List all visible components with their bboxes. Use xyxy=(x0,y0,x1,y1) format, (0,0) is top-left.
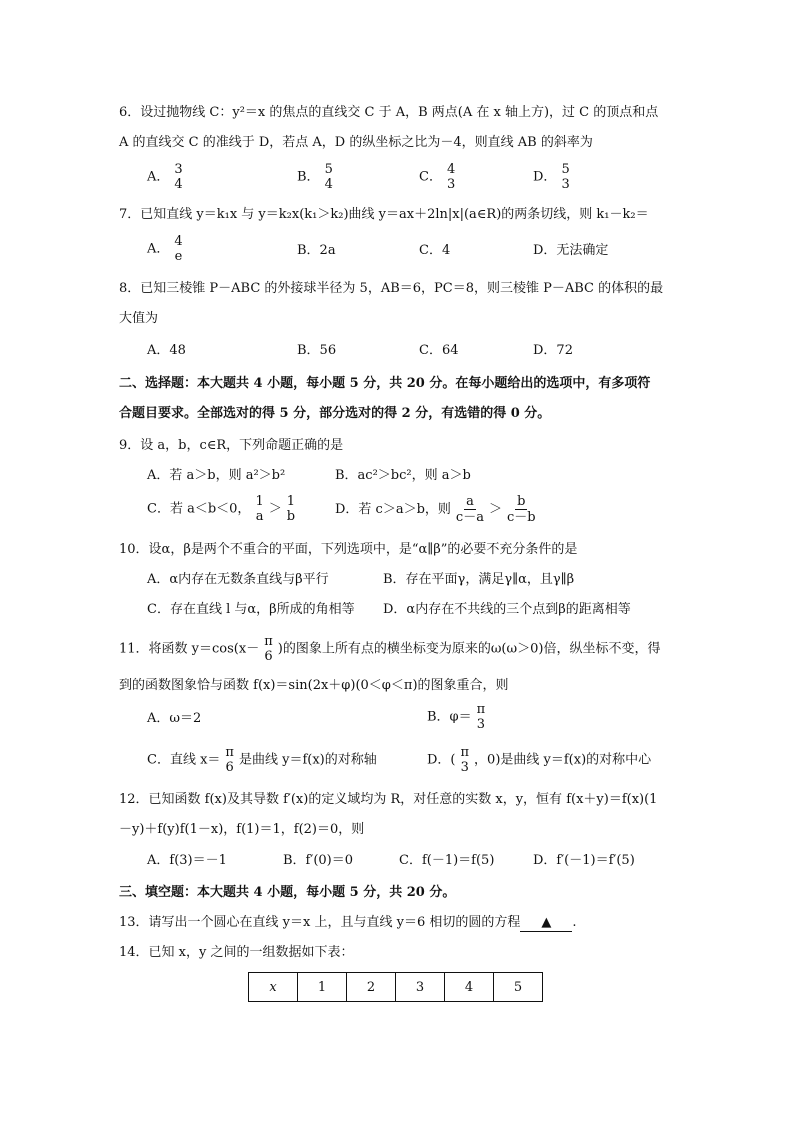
q12-line1: 12．已知函数 f(x)及其导数 f′(x)的定义域均为 R，对任意的实数 x，y，恒有 f(x＋y)＝f(x)(1 xyxy=(119,792,658,807)
q11-line1: 11．将函数 y＝cos(x－ π 6 )的图象上所有点的横坐标变为原来的ω(ω＞0)倍，纵坐标不变，得 xyxy=(119,634,661,664)
q6-option-a xyxy=(147,162,188,192)
fraction: $\frac{b}{c-b}$ xyxy=(506,494,536,525)
q12-option-a: A．f(3)＝－1 xyxy=(147,853,227,868)
q11-line2: 到的函数图象恰与函数 f(x)＝sin(2x＋φ)(0＜φ＜π)的图象重合，则 xyxy=(119,678,509,693)
option-label: A． xyxy=(147,169,170,185)
q12-option-d: D．f′(－1)＝f′(5) xyxy=(533,853,635,868)
fraction: 3 4 xyxy=(174,162,183,192)
fraction: π 6 xyxy=(264,634,273,664)
fraction: 4 e xyxy=(174,234,183,264)
fraction: 1 b xyxy=(286,494,296,524)
table-cell: 4 xyxy=(445,973,494,1002)
table-cell: 5 xyxy=(494,973,543,1002)
q6-line2: A 的直线交 C 的准线于 D，若点 A，D 的纵坐标之比为－4，则直线 AB 的斜率为 xyxy=(119,135,593,150)
option-label: B． xyxy=(297,169,320,185)
q8-option-c: C．64 xyxy=(419,343,459,358)
q9-option-c: C．若 a＜b＜0， 1 a ＞ 1 b xyxy=(147,494,296,524)
q10-option-a: A．α内存在无数条直线与β平行 xyxy=(147,572,329,587)
q10-option-b: B．存在平面γ，满足γ∥α，且γ∥β xyxy=(383,572,575,587)
table-cell: x xyxy=(249,973,298,1002)
q12-option-c: C．f(－1)＝f(5) xyxy=(399,853,495,868)
fraction: 1 a xyxy=(255,494,264,524)
table-row xyxy=(249,973,543,1002)
fraction: 5 3 xyxy=(561,162,570,192)
q7-option-c: C．4 xyxy=(419,243,451,258)
q12-line2: －y)＋f(y)f(1－x)，f(1)＝1，f(2)＝0，则 xyxy=(119,822,365,837)
q7-line1: 7．已知直线 y＝k₁x 与 y＝k₂x(k₁＞k₂)曲线 y＝ax＋2ln|x|(a∈R)的两条切线，则 k₁－k₂＝ xyxy=(119,207,649,222)
table-cell: 2 xyxy=(347,973,396,1002)
q12-option-b: B．f′(0)＝0 xyxy=(283,853,354,868)
q7-option-a xyxy=(147,234,188,264)
table-cell: 3 xyxy=(396,973,445,1002)
section2-heading-line1: 二、选择题：本大题共 4 小题，每小题 5 分，共 20 分。在每小题给出的选项中，有多项符 xyxy=(119,376,651,391)
q8-option-a: A．48 xyxy=(147,343,186,358)
q10-option-c: C．存在直线 l 与α，β所成的角相等 xyxy=(147,602,355,617)
q7-option-d: D．无法确定 xyxy=(533,243,609,258)
fraction: 5 4 xyxy=(324,162,333,192)
q9-option-a: A．若 a＞b，则 a²＞b² xyxy=(147,468,286,483)
fraction: $\frac{a}{c-a}$ xyxy=(455,494,484,525)
fraction: π 6 xyxy=(225,745,234,775)
q7-option-b: B．2a xyxy=(297,243,336,258)
q6-line1: 6．设过抛物线 C：y²＝x 的焦点的直线交 C 于 A，B 两点(A 在 x 轴上方)，过 C 的顶点和点 xyxy=(119,105,659,120)
q8-line2: 大值为 xyxy=(119,311,159,326)
fraction: 4 3 xyxy=(446,162,456,192)
section3-heading: 三、填空题：本大题共 4 小题，每小题 5 分，共 20 分。 xyxy=(119,885,456,900)
q8-option-b: B．56 xyxy=(297,343,337,358)
q14-line1: 14．已知 x，y 之间的一组数据如下表： xyxy=(119,945,354,960)
table-cell: 1 xyxy=(298,973,347,1002)
fraction: π 3 xyxy=(460,745,470,775)
data-table xyxy=(248,972,543,1002)
q13-line: 13．请写出一个圆心在直线 y＝x 上，且与直线 y＝6 相切的圆的方程 ▲ . xyxy=(119,915,577,930)
q10-line1: 10．设α，β是两个不重合的平面，下列选项中，是“α∥β”的必要不充分条件的是 xyxy=(119,542,578,557)
q6-option-b xyxy=(297,162,338,192)
q9-option-d: D．若 c＞a＞b，则 $\frac{a}{c-a}$ ＞ $\frac{b}{c-b}$ xyxy=(335,494,536,525)
q10-option-d: D．α内存在不共线的三个点到β的距离相等 xyxy=(383,602,631,617)
q11-option-c: C．直线 x＝ π 6 是曲线 y＝f(x)的对称轴 xyxy=(147,745,377,775)
q6-option-d xyxy=(533,162,575,192)
q6-option-c xyxy=(419,162,460,192)
fraction: π 3 xyxy=(476,702,486,732)
q11-option-a: A．ω＝2 xyxy=(147,711,202,726)
q8-line1: 8．已知三棱锥 P－ABC 的外接球半径为 5，AB＝6，PC＝8，则三棱锥 P－ABC 的体积的最 xyxy=(119,281,664,296)
option-label: C． xyxy=(419,169,442,185)
option-label: A． xyxy=(147,241,170,257)
q9-line1: 9．设 a，b，c∈R，下列命题正确的是 xyxy=(119,438,344,453)
q8-option-d: D．72 xyxy=(533,343,573,358)
q11-option-d: D．( π 3 ，0)是曲线 y＝f(x)的对称中心 xyxy=(427,745,652,775)
option-label: D． xyxy=(533,169,557,185)
q11-option-b: B．φ＝ π 3 xyxy=(427,702,486,732)
q9-option-b: B．ac²＞bc²，则 a＞b xyxy=(335,468,471,483)
section2-heading-line2: 合题目要求。全部选对的得 5 分，部分选对的得 2 分，有选错的得 0 分。 xyxy=(119,406,551,421)
answer-blank[interactable]: ▲ xyxy=(520,915,572,932)
